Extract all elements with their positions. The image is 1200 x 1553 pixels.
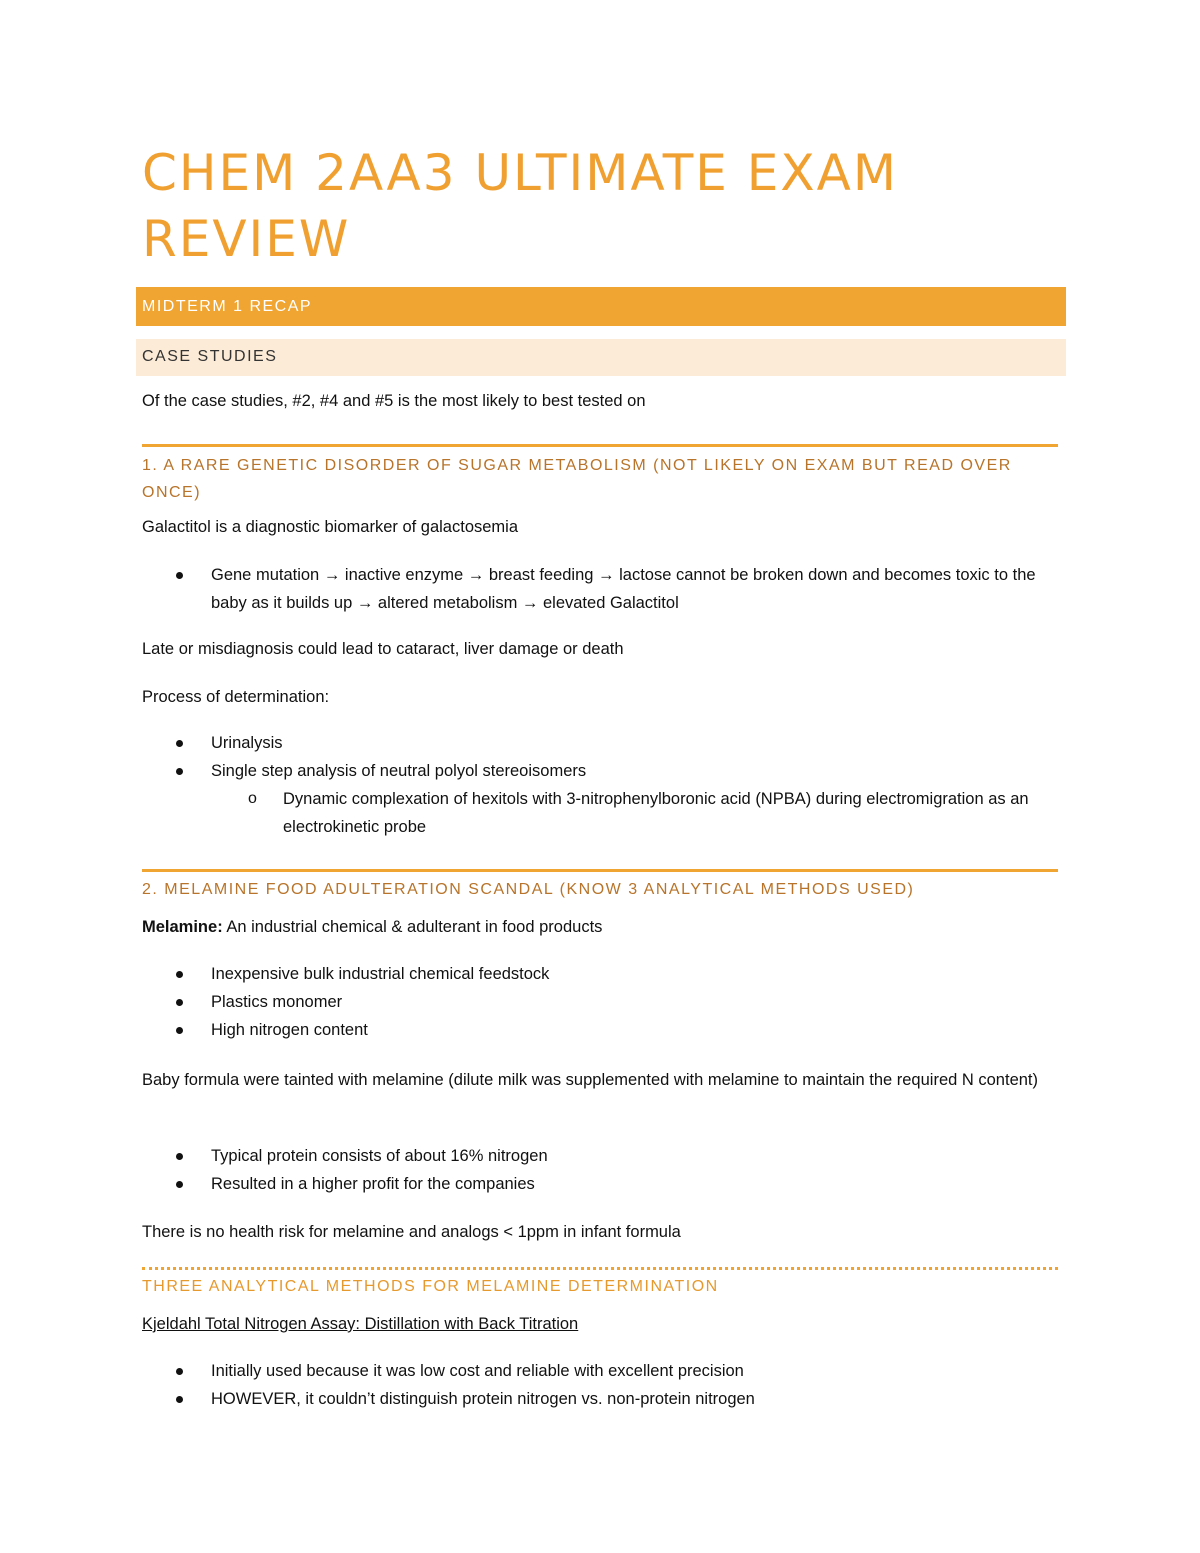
intro-paragraph: Of the case studies, #2, #4 and #5 is the most likely to best tested on (142, 392, 646, 410)
section3-bullet-2: HOWEVER, it couldn’t distinguish protein nitrogen vs. non-protein nitrogen (211, 1390, 755, 1408)
section3-bullet-1: Initially used because it was low cost and reliable with excellent precision (211, 1362, 744, 1380)
section1-paragraph-3: Process of determination: (142, 688, 330, 706)
section1-paragraph-1: Galactitol is a diagnostic biomarker of galactosemia (142, 518, 519, 536)
section1-bullet-chain: Gene mutation → inactive enzyme → breast feeding → lactose cannot be broken down and becomes toxic to the baby as it builds up → altered metabolism → elevated Galactitol (211, 566, 1036, 612)
melamine-definition (142, 914, 602, 941)
bullet-dot (176, 1153, 183, 1160)
section2-heading: 2. MELAMINE FOOD ADULTERATION SCANDAL (KNOW 3 ANALYTICAL METHODS USED) (142, 881, 915, 898)
definition-term: Melamine: (142, 918, 223, 936)
section3-subheading: Kjeldahl Total Nitrogen Assay: Distillation with Back Titration (142, 1315, 579, 1333)
bullet-dot (176, 1181, 183, 1188)
section2-bullet-b2: Resulted in a higher profit for the companies (211, 1175, 535, 1193)
section1-bullet-2: Single step analysis of neutral polyol stereoisomers (211, 762, 587, 780)
definition-text: An industrial chemical & adulterant in food products (222, 918, 603, 936)
section2-bullet-a2: Plastics monomer (211, 993, 343, 1011)
bullet-dot (176, 971, 183, 978)
bullet-dot (176, 1396, 183, 1403)
document-title: CHEM 2AA3 ULTIMATE EXAM REVIEW (142, 144, 898, 268)
section2-bullet-a1: Inexpensive bulk industrial chemical feedstock (211, 965, 550, 983)
section1-bullet-1: Urinalysis (211, 734, 283, 752)
section3-heading: THREE ANALYTICAL METHODS FOR MELAMINE DETERMINATION (142, 1278, 719, 1295)
sub-bullet-marker: o (248, 790, 257, 807)
bullet-dot (176, 999, 183, 1006)
heading-case-studies: CASE STUDIES (136, 339, 1066, 376)
heading-midterm-recap: MIDTERM 1 RECAP (136, 287, 1066, 326)
subsection-divider (142, 1267, 1058, 1270)
bullet-dot (176, 740, 183, 747)
section1-paragraph-2: Late or misdiagnosis could lead to cataract, liver damage or death (142, 640, 624, 658)
section2-bullet-b1: Typical protein consists of about 16% nitrogen (211, 1147, 548, 1165)
section2-paragraph-2: There is no health risk for melamine and analogs < 1ppm in infant formula (142, 1223, 681, 1241)
section1-sub-bullet: Dynamic complexation of hexitols with 3-nitrophenylboronic acid (NPBA) during electromigration as an electrokinetic probe (283, 790, 1029, 836)
bullet-dot (176, 572, 183, 579)
section2-paragraph-1: Baby formula were tainted with melamine (dilute milk was supplemented with melamine to maintain the required N content) (142, 1071, 1039, 1089)
section1-heading: 1. A RARE GENETIC DISORDER OF SUGAR METABOLISM (NOT LIKELY ON EXAM BUT READ OVER ONCE) (142, 457, 1012, 501)
bullet-dot (176, 1368, 183, 1375)
bullet-dot (176, 1027, 183, 1034)
bullet-dot (176, 768, 183, 775)
section2-bullet-a3: High nitrogen content (211, 1021, 368, 1039)
section-divider (142, 869, 1058, 872)
section-divider (142, 444, 1058, 447)
